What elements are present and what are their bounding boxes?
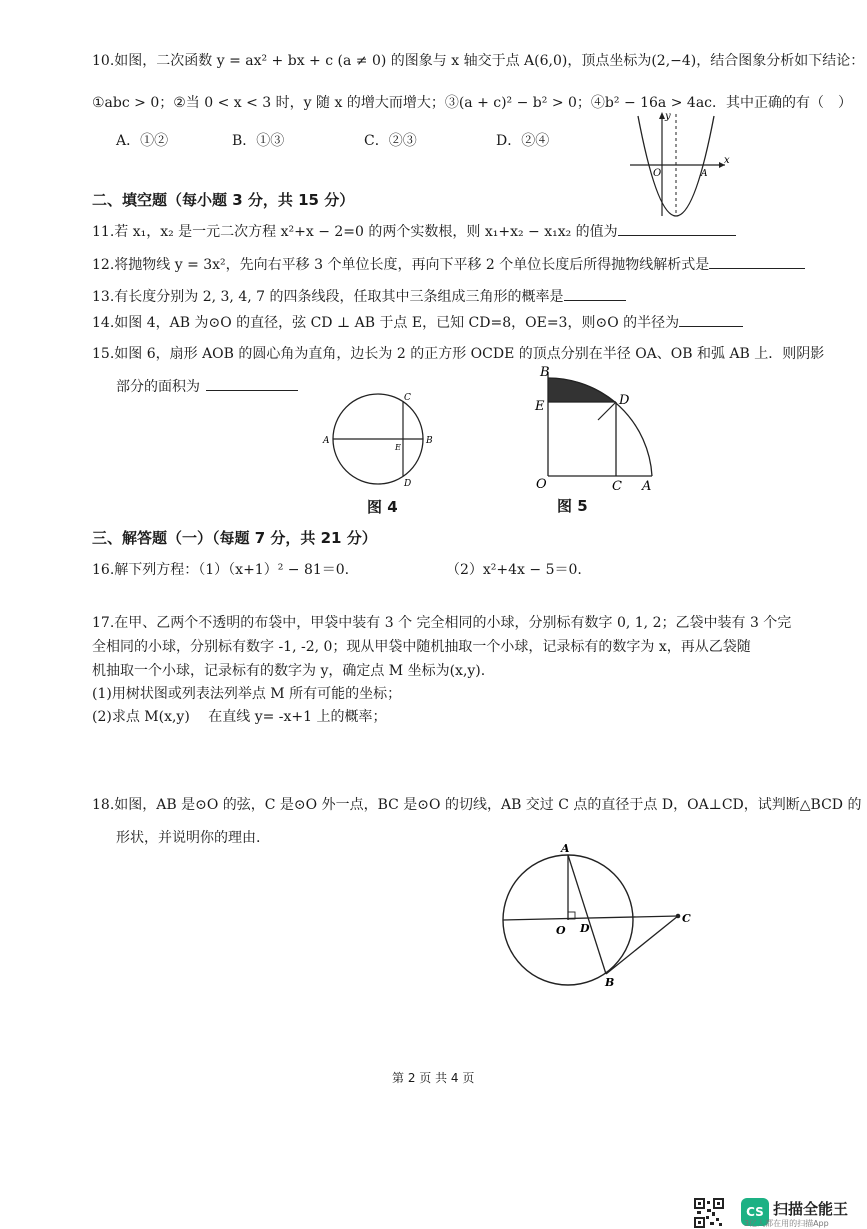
section-3-title: 三、解答题（一）（每题 7 分，共 21 分） <box>92 529 377 547</box>
q15-line2-wrap <box>116 376 298 396</box>
q15-line2: 部分的面积为 <box>116 379 200 395</box>
figure-5-sector <box>530 362 665 496</box>
q13 <box>92 286 626 306</box>
q10-option-c: C．②③ <box>364 133 417 149</box>
qr-code-icon <box>694 1198 724 1228</box>
fig4-label-a: A <box>323 436 330 446</box>
q14-answer-blank[interactable] <box>679 312 743 327</box>
fig4-label-e: E <box>395 443 401 452</box>
q17-sub1: (1)用树状图或列表法列举点 M 所有可能的坐标； <box>92 686 402 702</box>
fig5-label-a: A <box>642 479 652 494</box>
q10-line1: 10.如图，二次函数 y = ax² + bx + c (a ≠ 0) 的图象与 x 轴交于点 A(6,0)，顶点坐标为(2,−4)，结合图象分析如下结论： <box>92 53 865 69</box>
fig5-label-c: C <box>612 479 622 494</box>
q12-answer-blank[interactable] <box>709 254 805 269</box>
q11-answer-blank[interactable] <box>618 221 736 236</box>
fig5-label-d: D <box>619 393 630 408</box>
fig18-label-b: B <box>605 976 615 989</box>
section-2-title: 二、填空题（每小题 3 分，共 15 分） <box>92 191 355 209</box>
figure-4-circle <box>318 386 438 498</box>
graph-label-y: y <box>665 111 671 122</box>
q14-text: 14.如图 4，AB 为⊙O 的直径，弦 CD ⊥ AB 于点 E，已知 CD=8，OE=3，则⊙O 的半径为 <box>92 315 680 331</box>
scanner-brand-name: 扫描全能王 <box>773 1200 849 1218</box>
fig18-label-d: D <box>580 922 590 935</box>
q15-answer-blank[interactable] <box>206 376 298 391</box>
graph-label-a: A <box>701 169 708 179</box>
q17-line3: 机抽取一个小球，记录标有的数字为 y，确定点 M 坐标为(x,y). <box>92 663 486 679</box>
q14 <box>92 312 743 332</box>
fig4-label-b: B <box>426 436 433 446</box>
q18-line1: 18.如图，AB 是⊙O 的弦，C 是⊙O 外一点，BC 是⊙O 的切线，AB 交过 C 点的直径于点 D，OA⊥CD，试判断△BCD 的 <box>92 797 862 813</box>
q15-line1: 15.如图 6，扇形 AOB 的圆心角为直角，边长为 2 的正方形 OCDE 的顶点分别在半径 OA、OB 和弧 AB 上．则阴影 <box>92 346 825 362</box>
fig18-label-a: A <box>561 842 570 855</box>
fig18-label-o: O <box>556 924 566 937</box>
cs-logo-icon: CS <box>741 1198 769 1226</box>
q10-parabola-graph <box>625 108 735 220</box>
scanner-brand-tagline: 3亿人都在用的扫描App <box>744 1219 829 1228</box>
q17-line1: 17.在甲、乙两个不透明的布袋中，甲袋中装有 3 个 完全相同的小球，分别标有数字 0, 1, 2；乙袋中装有 3 个完 <box>92 615 792 631</box>
q12 <box>92 254 805 274</box>
q10-option-a: A．①② <box>116 133 169 149</box>
graph-label-x: x <box>724 155 730 166</box>
q11 <box>92 221 736 241</box>
q10-option-d: D．②④ <box>496 133 550 149</box>
q13-text: 13.有长度分别为 2, 3, 4, 7 的四条线段，任取其中三条组成三角形的概率是 <box>92 289 564 305</box>
q12-text: 12.将抛物线 y = 3x²，先向右平移 3 个单位长度，再向下平移 2 个单位长度后所得抛物线解析式是 <box>92 257 710 273</box>
fig5-label-o: O <box>536 477 547 492</box>
fig18-label-c: C <box>682 912 691 925</box>
q10-option-b: B．①③ <box>232 133 285 149</box>
q18-line2: 形状，并说明你的理由. <box>116 830 261 846</box>
q16-part1: 16.解下列方程：（1）（x+1）² − 81＝0. <box>92 562 350 578</box>
fig4-label-d: D <box>404 479 412 489</box>
fig5-label-b: B <box>540 365 550 380</box>
figure-18-circle-tangent <box>495 838 700 990</box>
q13-answer-blank[interactable] <box>564 286 626 301</box>
q17-line2: 全相同的小球，分别标有数字 -1, -2, 0；现从甲袋中随机抽取一个小球，记录标有的数字为 x，再从乙袋随 <box>92 639 751 655</box>
fig5-label-e: E <box>535 399 545 414</box>
q16-part2: （2）x²+4x − 5＝0. <box>446 562 582 578</box>
fig4-label-c: C <box>404 393 411 403</box>
figure-5-caption: 图 5 <box>557 497 588 515</box>
page-number: 第 2 页 共 4 页 <box>392 1071 475 1085</box>
q11-text: 11.若 x₁，x₂ 是一元二次方程 x²+x − 2=0 的两个实数根，则 x₁+x₂ − x₁x₂ 的值为 <box>92 224 618 240</box>
q10-line2: ①abc > 0；②当 0 < x < 3 时，y 随 x 的增大而增大；③(a + c)² − b² > 0；④b² − 16a > 4ac．其中正确的有（ ） <box>92 95 853 111</box>
graph-label-o: O <box>653 168 662 179</box>
q17-sub2: (2)求点 M(x,y) 在直线 y= -x+1 上的概率； <box>92 709 387 725</box>
figure-4-caption: 图 4 <box>367 498 398 516</box>
